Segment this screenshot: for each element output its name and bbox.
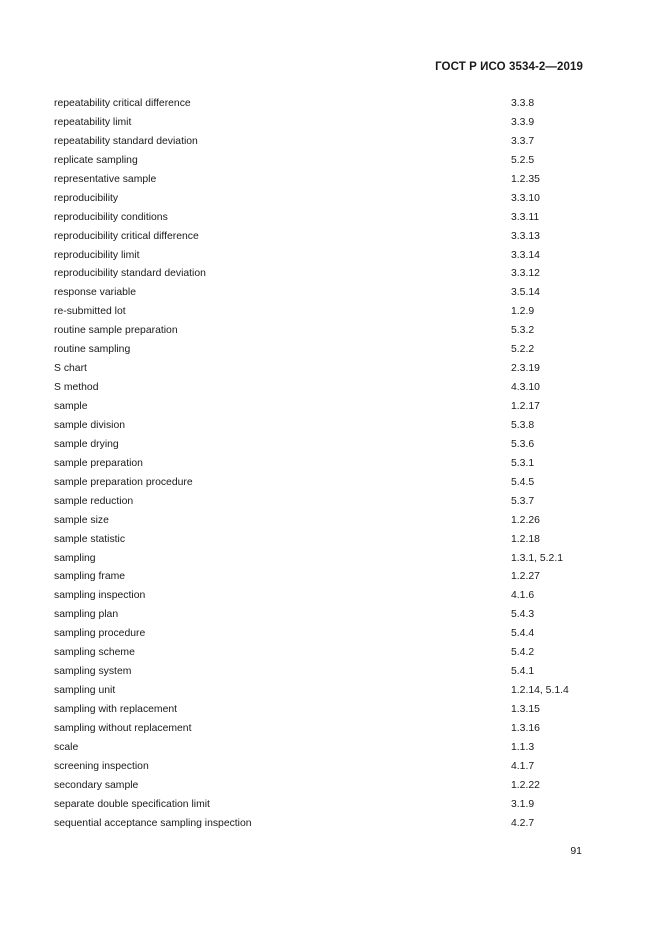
index-reference: 5.4.4 xyxy=(511,628,535,640)
index-term: sampling without replacement xyxy=(54,722,192,734)
index-term: replicate sampling xyxy=(54,154,138,166)
index-reference: 1.2.9 xyxy=(511,306,535,318)
index-term: repeatability standard deviation xyxy=(54,135,198,147)
index-row xyxy=(54,171,594,190)
index-term: repeatability limit xyxy=(54,116,132,128)
index-reference: 3.1.9 xyxy=(511,798,535,810)
index-reference: 1.2.14, 5.1.4 xyxy=(511,685,569,697)
index-row xyxy=(54,606,594,625)
index-term: sample preparation procedure xyxy=(54,476,193,488)
index-reference: 4.3.10 xyxy=(511,382,540,394)
index-term: sample drying xyxy=(54,438,119,450)
index-reference: 3.3.14 xyxy=(511,249,540,261)
index-reference: 1.2.17 xyxy=(511,401,540,412)
index-row xyxy=(54,284,594,303)
index-row xyxy=(54,190,594,209)
index-row xyxy=(54,550,594,569)
index-row xyxy=(54,152,594,171)
index-term: sample statistic xyxy=(54,533,126,545)
index-term: repeatability critical difference xyxy=(54,98,191,109)
index-term: reproducibility conditions xyxy=(54,211,168,223)
index-reference: 5.3.7 xyxy=(511,495,535,507)
index-row xyxy=(54,95,594,114)
index-reference: 5.2.5 xyxy=(511,154,535,166)
index-row xyxy=(54,228,594,247)
index-row xyxy=(54,777,594,796)
index-term: routine sampling xyxy=(54,344,131,356)
index-row xyxy=(54,493,594,512)
index-reference: 4.2.7 xyxy=(511,817,535,829)
index-row xyxy=(54,398,594,417)
index-reference: 3.3.12 xyxy=(511,268,540,280)
term-index xyxy=(54,95,594,834)
index-reference: 3.3.13 xyxy=(511,230,540,242)
index-row xyxy=(54,512,594,531)
index-term: sampling with replacement xyxy=(54,704,178,715)
index-row xyxy=(54,568,594,587)
index-row xyxy=(54,758,594,777)
index-reference: 3.3.7 xyxy=(511,135,535,147)
index-reference: 5.4.1 xyxy=(511,666,535,678)
index-row xyxy=(54,644,594,663)
index-term: sampling plan xyxy=(54,609,119,621)
index-row xyxy=(54,720,594,739)
index-term: reproducibility critical difference xyxy=(54,230,199,242)
index-row xyxy=(54,247,594,266)
index-row xyxy=(54,360,594,379)
index-reference: 3.3.9 xyxy=(511,116,535,128)
index-term: separate double specification limit xyxy=(54,798,210,810)
index-row xyxy=(54,625,594,644)
index-reference: 2.3.19 xyxy=(511,363,540,375)
index-reference: 1.1.3 xyxy=(511,741,535,753)
index-term: sample division xyxy=(54,419,126,431)
index-reference: 1.2.18 xyxy=(511,533,540,545)
index-reference: 3.3.10 xyxy=(511,192,540,204)
index-row xyxy=(54,303,594,322)
index-row xyxy=(54,796,594,815)
index-reference: 4.1.7 xyxy=(511,760,535,772)
index-row xyxy=(54,682,594,701)
index-reference: 3.3.8 xyxy=(511,98,535,109)
index-row xyxy=(54,701,594,720)
index-term: sampling system xyxy=(54,666,132,678)
index-reference: 1.2.27 xyxy=(511,571,540,583)
index-term: sampling unit xyxy=(54,685,116,697)
index-reference: 3.5.14 xyxy=(511,287,540,299)
index-reference: 5.3.8 xyxy=(511,419,535,431)
index-term: sampling frame xyxy=(54,571,126,583)
index-term: sample xyxy=(54,401,88,412)
index-term: reproducibility limit xyxy=(54,249,140,261)
index-reference: 1.2.22 xyxy=(511,779,540,791)
index-term: sampling inspection xyxy=(54,590,146,602)
index-term: reproducibility xyxy=(54,192,119,204)
index-row xyxy=(54,815,594,834)
index-reference: 1.3.1, 5.2.1 xyxy=(511,552,563,564)
index-term: scale xyxy=(54,741,79,753)
index-term: routine sample preparation xyxy=(54,325,178,337)
index-row xyxy=(54,455,594,474)
index-reference: 3.3.11 xyxy=(511,211,540,223)
index-row xyxy=(54,531,594,550)
index-row xyxy=(54,114,594,133)
index-term: sequential acceptance sampling inspection xyxy=(54,817,252,829)
index-row xyxy=(54,322,594,341)
index-term: representative sample xyxy=(54,173,157,185)
document-header: ГОСТ Р ИСО 3534-2—2019 xyxy=(435,61,583,73)
page-number: 91 xyxy=(570,845,582,857)
index-row xyxy=(54,379,594,398)
index-term: sample reduction xyxy=(54,495,134,507)
index-term: secondary sample xyxy=(54,779,139,791)
index-term: sampling xyxy=(54,552,96,564)
index-term: screening inspection xyxy=(54,760,149,772)
index-term: response variable xyxy=(54,287,137,299)
index-row xyxy=(54,133,594,152)
index-row xyxy=(54,663,594,682)
index-reference: 4.1.6 xyxy=(511,590,535,602)
index-reference: 1.3.16 xyxy=(511,722,540,734)
index-row xyxy=(54,436,594,455)
index-row xyxy=(54,739,594,758)
index-term: S method xyxy=(54,382,99,394)
index-reference: 5.3.2 xyxy=(511,325,535,337)
index-reference: 5.4.2 xyxy=(511,647,535,659)
index-row xyxy=(54,209,594,228)
index-term: sampling scheme xyxy=(54,647,135,659)
index-reference: 1.2.26 xyxy=(511,514,540,526)
index-reference: 5.4.5 xyxy=(511,476,535,488)
index-reference: 5.4.3 xyxy=(511,609,535,621)
index-row xyxy=(54,265,594,284)
index-row xyxy=(54,474,594,493)
index-term: sampling procedure xyxy=(54,628,146,640)
index-term: reproducibility standard deviation xyxy=(54,268,206,280)
index-reference: 1.2.35 xyxy=(511,173,540,185)
index-term: re-submitted lot xyxy=(54,306,126,318)
index-row xyxy=(54,587,594,606)
index-term: sample size xyxy=(54,514,109,526)
index-reference: 5.3.1 xyxy=(511,457,535,469)
index-reference: 5.3.6 xyxy=(511,438,535,450)
index-term: sample preparation xyxy=(54,457,143,469)
index-term: S chart xyxy=(54,363,87,375)
index-reference: 1.3.15 xyxy=(511,704,540,715)
index-row xyxy=(54,417,594,436)
index-reference: 5.2.2 xyxy=(511,344,535,356)
index-row xyxy=(54,341,594,360)
